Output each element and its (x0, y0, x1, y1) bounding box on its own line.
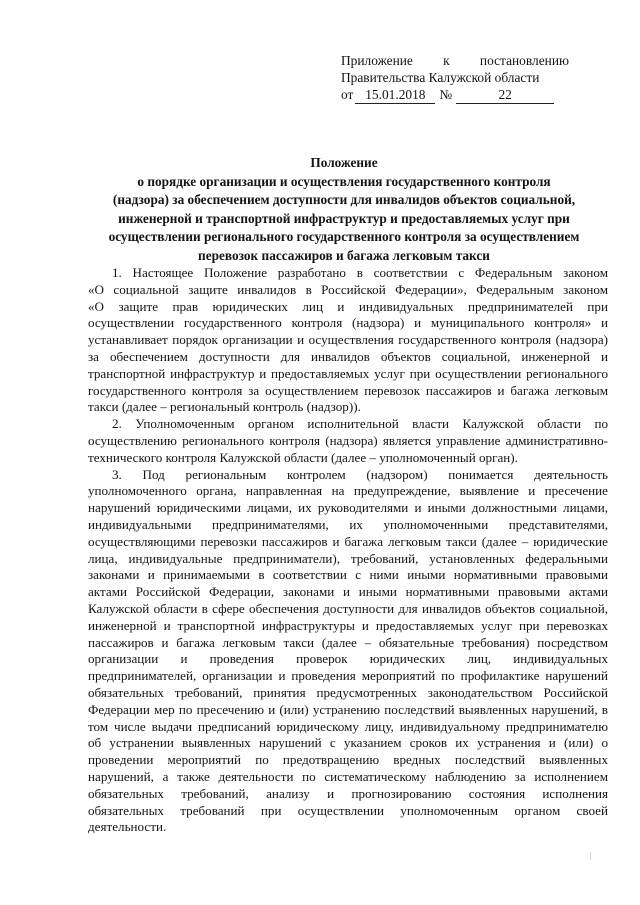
appendix-word-prilozhenie: Приложение (341, 53, 413, 68)
paragraph-3-line: Калужской области в сфере обеспечения доступности для инвалидов объектов социальной, (88, 600, 608, 616)
paragraph-1-line: такси (далее – региональный контроль (надзор)). (88, 399, 361, 415)
paragraph-3-line: организации и проведения проверок юридических лиц, индивидуальных (88, 651, 608, 667)
appendix-header (341, 52, 569, 103)
paragraph-1-line: 1. Настоящее Положение разработано в соответствии с Федеральным законом (112, 265, 608, 280)
paragraph-3-line: обязательных требований, анализу и прогнозированию состояния исполнения (88, 785, 608, 801)
paragraph-1-line: за обеспечением доступности для инвалидов объектов социальной, инженерной и (88, 348, 608, 364)
paragraph-3-line: том числе выдачи предписаний юридическому лицу, индивидуальному предпринимателю (88, 718, 608, 734)
title-line: о порядке организации и осуществления государственного контроля (137, 173, 551, 189)
paragraph-3-line: обязательных требований при осуществлении уполномоченным органом своей (88, 802, 608, 818)
title-heading: Положение (310, 155, 378, 170)
paragraph-3-line: обязательных требований, принятия предусмотренных законодательством Российской (88, 684, 608, 700)
paragraph-3-line: инженерной и транспортной инфраструктуры и предоставляемых услуг при перевозках (88, 617, 608, 633)
paragraph-3-line: деятельности. (88, 819, 167, 835)
paragraph-3-line: уполномоченного органа, направленная на предупреждение, выявление и пресечение (88, 483, 608, 499)
title-line: осуществлении регионального государственного контроля за осуществлением (108, 229, 580, 245)
paragraph-3-line: предпринимателей, организации и проведения мероприятий по профилактике нарушений (88, 668, 608, 684)
paragraph-1-line: осуществлении государственного контроля (надзора) и муниципального контроля» и (88, 315, 608, 331)
paragraph-3-line: пассажиров и багажа легковым такси (далее – обязательные требования) посредством (88, 634, 608, 650)
number-label: № (439, 87, 453, 102)
title-line: (надзора) за обеспечением доступности для инвалидов объектов социальной, (112, 192, 576, 208)
paragraph-1-line: устанавливает порядок организации и осуществления государственного контроля (надзора) (88, 332, 608, 348)
paragraph-3-line: проведении мероприятий по предотвращению вредных последствий выявленных (88, 752, 608, 768)
appendix-line-3 (341, 86, 569, 103)
scan-mark (590, 852, 591, 860)
paragraph-2-line: осуществлению регионального контроля (надзора) является управление административно- (88, 432, 608, 448)
paragraph-3-line: осуществляющими перевозки пассажиров и багажа легковым такси (далее – юридические (88, 533, 608, 549)
paragraph-3-line: актами Российской Федерации, законами и иными нормативными правовыми актами (88, 584, 608, 600)
paragraph-3-line: индивидуальными предпринимателями, их уполномоченными представителями, (88, 516, 608, 532)
appendix-line-2: Правительства Калужской области (341, 70, 540, 85)
paragraph-3-line: лица, индивидуальные предприниматели), требований, установленных федеральными (88, 550, 608, 566)
appendix-word-postanovleniyu: постановлению (479, 53, 569, 68)
paragraph-3-line: об устранении выявленных нарушений с указанием сроков их устранения и (или) о (88, 735, 608, 751)
paragraph-3-line: 3. Под региональным контролем (надзором) понимается деятельность (112, 466, 608, 482)
appendix-word-k: к (443, 53, 450, 68)
paragraph-2-line: технического контроля Калужской области (далее – уполномоченный орган). (88, 449, 518, 465)
paragraph-1-line: транспортной инфраструктур и предоставляемых услуг при осуществлении регионального (88, 365, 608, 381)
paragraph-1-line: «О социальной защите инвалидов в Российской Федерации», Федеральным законом (88, 281, 608, 297)
paragraph-1-line: государственного контроля за осуществлением перевозок пассажиров и багажа легковым (88, 382, 608, 398)
number-field: 22 (456, 87, 554, 104)
paragraph-3-line: Федерации мер по пресечению и (или) устранению последствий выявленных нарушений, в (88, 701, 608, 717)
paragraph-3-line: законами и принимаемыми в соответствии с ними иными нормативными правовыми (88, 567, 608, 583)
appendix-line-1 (341, 52, 569, 69)
title-line: перевозок пассажиров и багажа легковым такси (198, 247, 490, 263)
document-title (84, 154, 604, 266)
paragraph-3-line: нарушений юридическими лицами, их руководителями и иными должностными лицами, (88, 500, 608, 516)
from-label: от (341, 87, 354, 102)
paragraph-1-line: «О защите прав юридических лиц и индивидуальных предпринимателей при (88, 298, 608, 314)
paragraph-3-line: нарушений, а также деятельности по систематическому наблюдению за исполнением (88, 768, 608, 784)
document-body (88, 265, 608, 836)
title-line: инженерной и транспортной инфраструктур и предоставляемых услуг при (118, 210, 570, 226)
paragraph-2-line: 2. Уполномоченным органом исполнительной власти Калужской области по (112, 416, 608, 432)
date-field: 15.01.2018 (355, 87, 435, 104)
